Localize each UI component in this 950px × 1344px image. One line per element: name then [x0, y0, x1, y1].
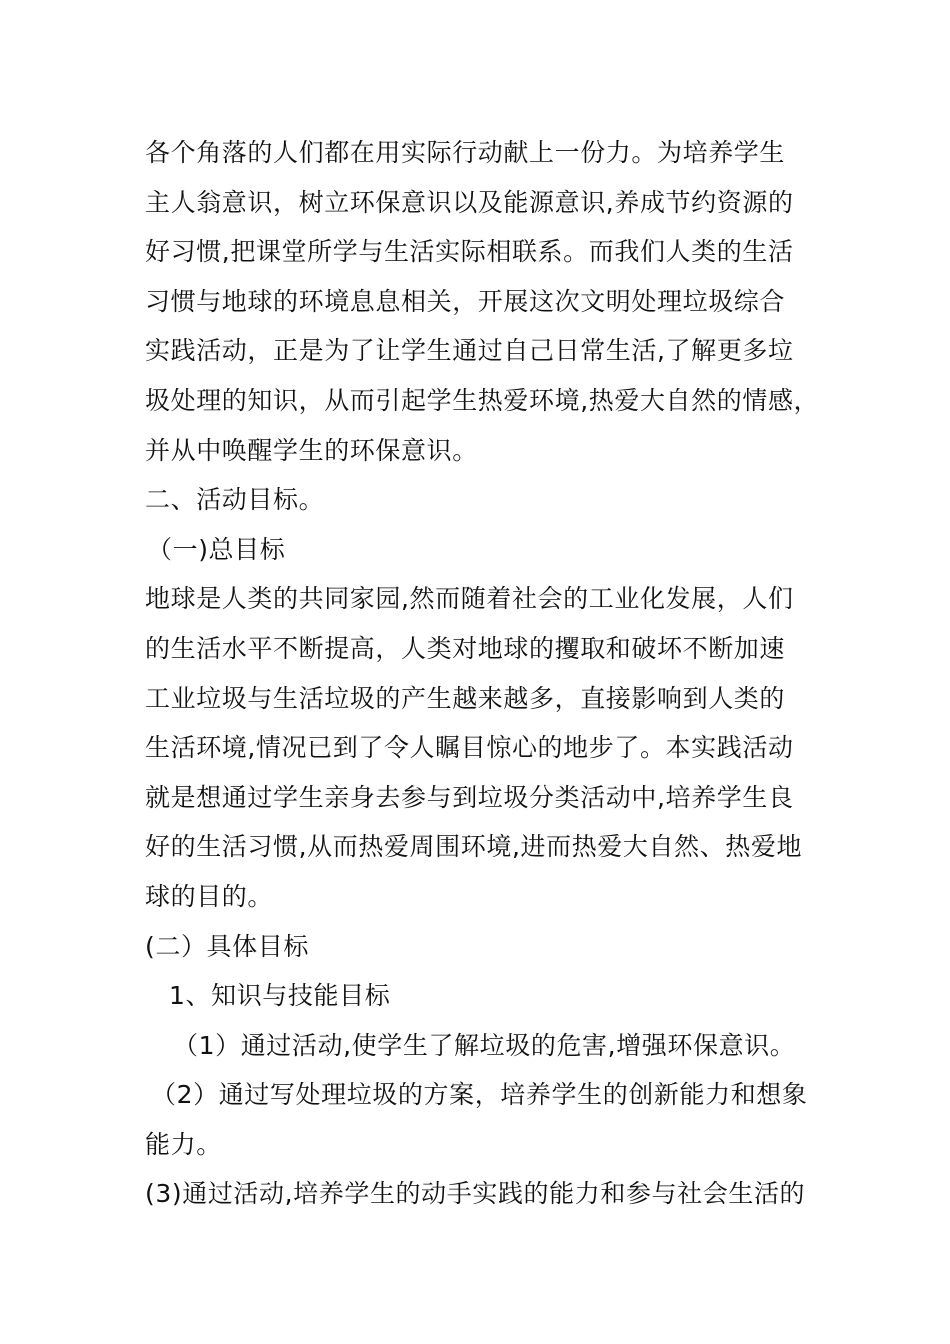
paragraph-line: 球的目的。	[145, 881, 274, 911]
paragraph-line: 圾处理的知识，从而引起学生热爱环境,热爱大自然的情感，	[145, 385, 820, 415]
list-heading: 1、知识与技能目标	[169, 981, 391, 1011]
subsection-heading: （一)总目标	[147, 534, 286, 564]
paragraph-line: 生活环境,情况已到了令人瞩目惊心的地步了。本实践活动	[145, 733, 794, 763]
paragraph-line: 各个角落的人们都在用实际行动献上一份力。为培养学生	[145, 138, 786, 167]
section-heading: 二、活动目标。	[145, 485, 325, 515]
paragraph-line: 好习惯,把课堂所学与生活实际相联系。而我们人类的生活	[145, 237, 794, 267]
list-item: （2）通过写处理垃圾的方案，培养学生的创新能力和想象	[151, 1080, 808, 1110]
list-item: (3)通过活动,培养学生的动手实践的能力和参与社会生活的	[145, 1179, 806, 1209]
paragraph-line: 就是想通过学生亲身去参与到垃圾分类活动中,培养学生良	[145, 782, 794, 812]
paragraph-line: 习惯与地球的环境息息相关，开展这次文明处理垃圾综合	[145, 286, 786, 316]
paragraph-line: 工业垃圾与生活垃圾的产生越来越多，直接影响到人类的	[145, 683, 786, 713]
list-item: （1）通过活动,使学生了解垃圾的危害,增强环保意识。	[173, 1030, 796, 1060]
paragraph-line: 的生活水平不断提高，人类对地球的攫取和破坏不断加速	[145, 633, 786, 663]
paragraph-line: 主人翁意识，树立环保意识以及能源意识,养成节约资源的	[145, 187, 794, 217]
paragraph-line: 地球是人类的共同家园,然而随着社会的工业化发展，人们	[145, 584, 794, 614]
subsection-heading: (二）具体目标	[145, 931, 309, 961]
paragraph-line: 实践活动，正是为了让学生通过自己日常生活,了解更多垃	[145, 336, 794, 366]
paragraph-line: 好的生活习惯,从而热爱周围环境,进而热爱大自然、热爱地	[145, 832, 803, 862]
document-body	[145, 128, 825, 1219]
paragraph-line: 能力。	[145, 1129, 222, 1159]
paragraph-line: 并从中唤醒学生的环保意识。	[145, 435, 478, 465]
